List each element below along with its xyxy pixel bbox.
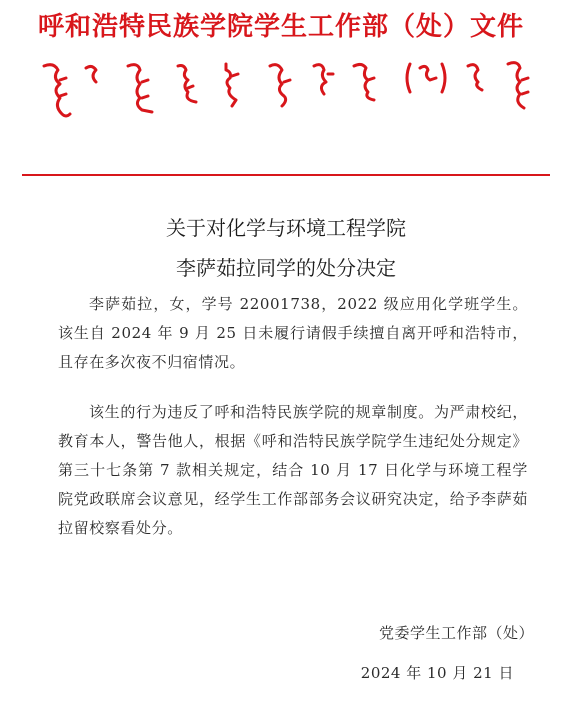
header-title: 呼和浩特民族学院学生工作部（处）文件 [38,12,525,42]
signature-date: 2024 年 10 月 21 日 [360,664,514,682]
document-title-line1: 关于对化学与环境工程学院 [166,216,406,240]
header-divider [22,174,550,176]
mongolian-header-script [38,58,534,122]
paragraph-facts: 李萨茹拉，女，学号 22001738，2022 级应用化学班学生。该生自 2024 年 9 月 25 日未履行请假手续擅自离开呼和浩特市，且存在多次夜不归宿情况。 [58,295,528,371]
signature-org: 党委学生工作部（处） [378,624,534,642]
paragraph-decision: 该生的行为违反了呼和浩特民族学院的规章制度。为严肃校纪，教育本人，警告他人，根据《呼和浩特民族学院学生违纪处分规定》第三十七条第 7 款相关规定，结合 10 月 17 日化学与环境工程学院党政联席会议意见，经学生工作部部务会议研究决定，给予李萨茹拉留校察看处分。 [58,403,528,537]
document-title-line2: 李萨茹拉同学的处分决定 [176,256,396,280]
